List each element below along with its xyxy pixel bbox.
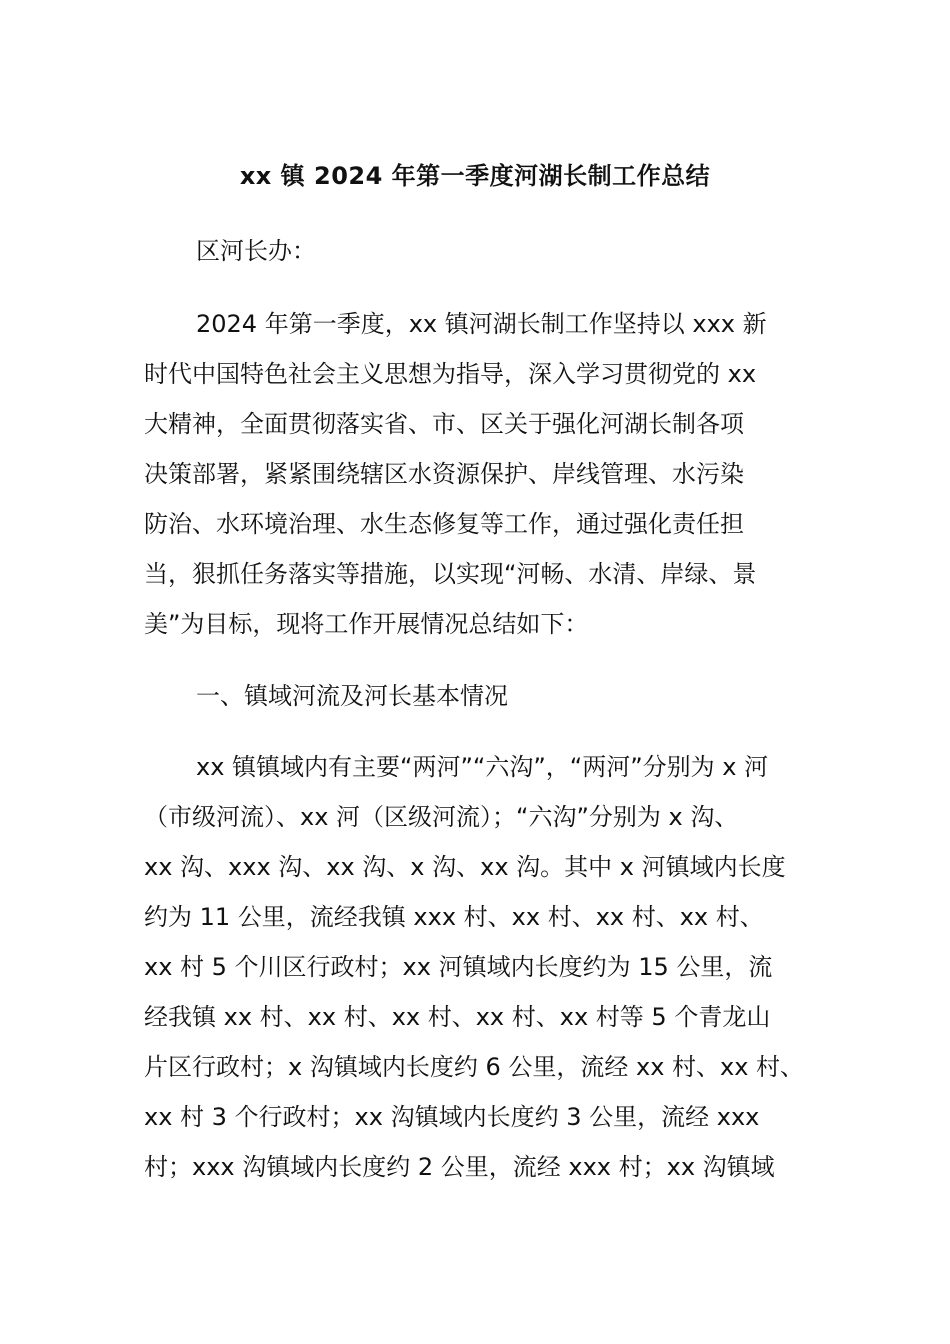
paragraph2-line: 经我镇 xx 村、xx 村、xx 村、xx 村、xx 村等 5 个青龙山 [144, 1003, 771, 1031]
paragraph2-line: 片区行政村；x 沟镇域内长度约 6 公里，流经 xx 村、xx 村、 [144, 1053, 805, 1081]
document-title: xx 镇 2024 年第一季度河湖长制工作总结 [239, 162, 711, 190]
paragraph1-line: 美”为目标，现将工作开展情况总结如下： [144, 610, 589, 638]
paragraph1-line: 大精神，全面贯彻落实省、市、区关于强化河湖长制各项 [144, 410, 744, 438]
paragraph1-line: 防治、水环境治理、水生态修复等工作，通过强化责任担 [144, 510, 744, 538]
paragraph2-line: xx 沟、xxx 沟、xx 沟、x 沟、xx 沟。其中 x 河镇域内长度 [144, 853, 786, 881]
paragraph1-line: 当，狠抓任务落实等措施，以实现“河畅、水清、岸绿、景 [144, 560, 757, 588]
paragraph2-line: xx 镇镇域内有主要“两河”“六沟”，“两河”分别为 x 河 [196, 753, 769, 781]
paragraph1-line: 时代中国特色社会主义思想为指导，深入学习贯彻党的 xx [144, 360, 757, 388]
section1-heading: 一、镇域河流及河长基本情况 [196, 682, 508, 710]
paragraph1-line: 决策部署，紧紧围绕辖区水资源保护、岸线管理、水污染 [144, 460, 744, 488]
salutation: 区河长办： [196, 237, 316, 265]
paragraph2-line: 约为 11 公里，流经我镇 xxx 村、xx 村、xx 村、xx 村、 [144, 903, 764, 931]
paragraph2-line: xx 村 3 个行政村；xx 沟镇域内长度约 3 公里，流经 xxx [144, 1103, 760, 1131]
paragraph2-line: xx 村 5 个川区行政村；xx 河镇域内长度约为 15 公里，流 [144, 953, 773, 981]
paragraph2-line: 村；xxx 沟镇域内长度约 2 公里，流经 xxx 村；xx 沟镇域 [144, 1153, 775, 1181]
paragraph1-line: 2024 年第一季度，xx 镇河湖长制工作坚持以 xxx 新 [196, 310, 767, 338]
paragraph2-line: （市级河流）、xx 河（区级河流）；“六沟”分别为 x 沟、 [144, 803, 739, 831]
